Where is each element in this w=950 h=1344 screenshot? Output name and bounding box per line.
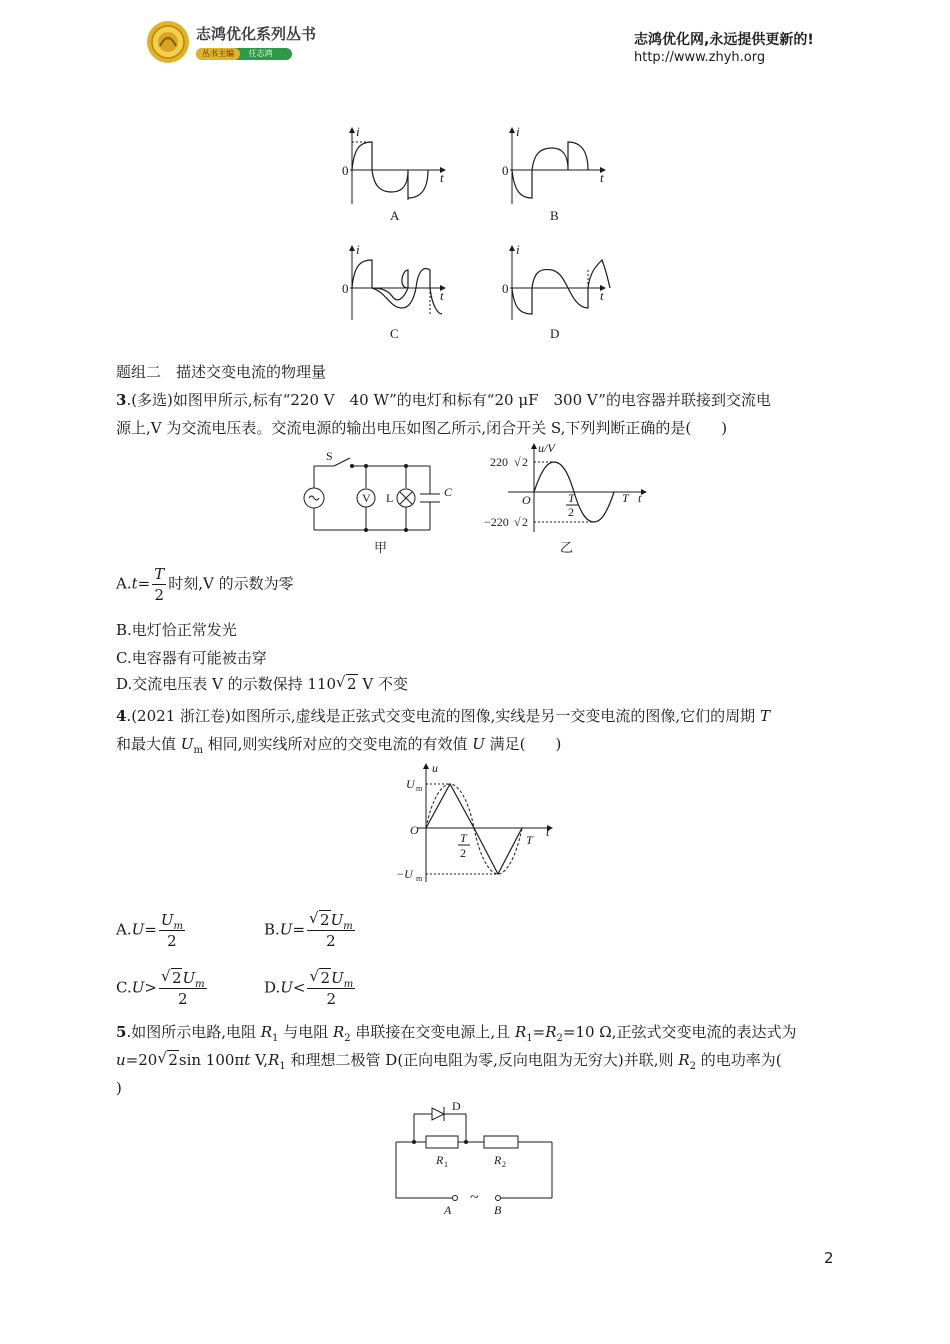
q4-option-d-den: 2 <box>326 990 337 1008</box>
q3-line2: 源上,V 为交流电压表。交流电源的输出电压如图乙所示,闭合开关 S,下列判断正确的是( ) <box>116 419 728 437</box>
q4-option-b-lhs: U= <box>279 920 306 939</box>
q4-line1 <box>116 706 770 726</box>
q5-r2-b-sub: 2 <box>556 1033 563 1044</box>
q3-graph-caption: 乙 <box>560 540 574 555</box>
q5-r1-b: R <box>514 1023 527 1041</box>
q5-text1e: =10 Ω,正弦式交变电流的表达式为 <box>562 1023 797 1041</box>
q4-option-c-sub: m <box>195 979 205 990</box>
q5-ac-source-tilde: ~ <box>470 1189 479 1206</box>
q3-lamp-label: L <box>386 491 394 505</box>
q5-text1a: .如图所示电路,电阻 <box>126 1023 261 1041</box>
q3-graph-ymin: −220 <box>484 515 509 529</box>
graph-d-i-label: i <box>516 242 520 257</box>
q4-option-d-fraction: √ $2U_m$ 2 <box>309 967 354 1008</box>
q3-graph-ymax: 220 <box>490 455 508 469</box>
q5-text1d: = <box>532 1023 546 1041</box>
q3-option-a-eq: = <box>137 574 151 593</box>
q3-graph-origin: O <box>522 493 531 507</box>
series-logo-icon <box>146 20 190 64</box>
editor-badge <box>196 48 292 60</box>
q4-graph-neg-um-sub: m <box>416 874 423 883</box>
q5-circuit-diagram <box>390 1098 560 1218</box>
q3-circuit-caption: 甲 <box>374 540 388 555</box>
graph-c-origin: 0 <box>342 281 349 296</box>
q3-option-a-text: 时刻,V 的示数为零 <box>168 574 294 593</box>
q4-waveform-graph <box>392 758 562 888</box>
q3-capacitor-label: C <box>444 485 453 499</box>
q5-text2c: V, <box>250 1051 269 1069</box>
q4-option-b-fraction: √ $2U_m$ 2 <box>309 909 353 950</box>
graph-d-t-label: t <box>600 288 604 303</box>
graph-a-caption: A <box>390 208 400 223</box>
q5-r2-c: R <box>678 1051 690 1069</box>
q4-option-a-fraction <box>159 910 185 951</box>
q3-option-a-var: t <box>131 574 138 593</box>
q4-option-c-num: U <box>182 969 196 987</box>
q3-graph-ylabel: u/V <box>538 441 555 455</box>
q4-graph-half-T: T <box>460 831 467 845</box>
q4-option-c-den: 2 <box>178 990 188 1008</box>
q4-graph-t: t <box>546 825 550 839</box>
q5-text2d: 和理想二极管 D(正向电阻为零,反向电阻为无穷大)并联,则 <box>285 1051 679 1069</box>
graph-d-origin: 0 <box>502 281 509 296</box>
q5-r1-b-sub: 1 <box>526 1033 533 1044</box>
q3-graph-T: T <box>622 491 629 505</box>
q3-option-d-sqrt: √ 2 <box>336 673 357 693</box>
q3-tag: .(多选) <box>126 391 173 409</box>
q3-switch-label: S <box>326 449 333 463</box>
q4-option-a-den: 2 <box>167 932 177 950</box>
q4-var-U-sub: m <box>193 745 203 756</box>
current-graphs-figure <box>330 120 620 345</box>
q5-r1-a: R <box>260 1023 273 1041</box>
q3-graph-ymin-2: 2 <box>522 515 528 529</box>
q5-r2-a-sub: 2 <box>344 1033 351 1044</box>
header-slogan: 志鸿优化网,永远提供更新的! <box>634 32 814 48</box>
header-url[interactable]: http://www.zhyh.org <box>634 50 766 65</box>
q4-option-c-label: C. <box>116 978 132 997</box>
q4-option-a-num: U <box>160 911 174 929</box>
q3-option-d[interactable] <box>116 674 408 694</box>
q4-option-b-num: U <box>330 911 344 929</box>
q5-r2-label-sub: 2 <box>502 1160 506 1169</box>
q3-graph-half-2: 2 <box>568 505 574 519</box>
q4-line2 <box>116 734 561 754</box>
q4-text2a: 和最大值 <box>116 735 181 753</box>
q4-option-d-label: D. <box>264 978 281 997</box>
q4-option-b[interactable] <box>264 910 357 951</box>
q4-source: .(2021 浙江卷) <box>126 707 231 725</box>
graph-b-origin: 0 <box>502 163 509 178</box>
q4-graph-T: T <box>526 833 533 847</box>
group2-title: 题组二 描述交变电流的物理量 <box>116 363 327 381</box>
q4-option-c[interactable] <box>116 968 209 1009</box>
q4-option-b-label: B. <box>264 920 280 939</box>
q3-graph-half-T: T <box>568 491 575 505</box>
q5-line2 <box>116 1050 782 1070</box>
q5-diode-label: D <box>452 1099 461 1113</box>
q4-option-d-radicand: 2 <box>320 969 331 987</box>
q5-text2b: sin 100π <box>178 1051 245 1069</box>
q5-r1-c: R <box>268 1051 280 1069</box>
q4-option-a[interactable] <box>116 910 187 951</box>
q4-graph-half-2: 2 <box>460 846 466 860</box>
header <box>0 0 950 80</box>
q5-line3: ) <box>116 1079 122 1097</box>
q5-line1 <box>116 1022 797 1042</box>
q4-option-a-label: A. <box>116 920 132 939</box>
q4-option-c-fraction: √ $2U_m$ 2 <box>160 967 205 1008</box>
graph-d-caption: D <box>550 326 560 341</box>
q4-option-a-lhs: U= <box>131 920 157 939</box>
q4-option-c-radicand: 2 <box>171 969 182 987</box>
q3-option-a-fraction <box>152 564 166 605</box>
graph-a-origin: 0 <box>342 163 349 178</box>
q4-graph-um: U <box>406 777 415 791</box>
page-number: 2 <box>824 1249 834 1267</box>
q5-r2-a: R <box>332 1023 345 1041</box>
q3-option-d-text: D.交流电压表 V 的示数保持 110 <box>116 675 337 693</box>
graph-b-caption: B <box>550 208 559 223</box>
q3-graph-t: t <box>638 491 642 505</box>
graph-c-caption: C <box>390 326 399 341</box>
q5-r1-label-sub: 1 <box>444 1160 448 1169</box>
q3-voltmeter-label: V <box>362 491 371 505</box>
q4-text2c: 满足( ) <box>484 735 562 753</box>
graph-b-i-label: i <box>516 124 520 139</box>
q5-text1b: 与电阻 <box>278 1023 333 1041</box>
q3-option-a-den: 2 <box>154 586 164 604</box>
q4-var-U2: U <box>472 735 485 753</box>
q3-graph-ymin-sqrt: √ <box>514 515 521 529</box>
q3-circuit-diagram <box>300 448 465 558</box>
editor-badge-name: 任志鸿 <box>248 49 273 58</box>
q5-r2-c-sub: 2 <box>689 1061 696 1072</box>
q4-graph-origin: O <box>410 823 419 837</box>
q4-var-U: U <box>180 735 194 753</box>
q4-graph-neg-um: −U <box>396 867 413 881</box>
q3-text1: 如图甲所示,标有“220 V 40 W”的电灯和标有“20 μF 300 V”的电容器并联接到交流电 <box>172 391 771 409</box>
q5-terminal-a: A <box>444 1203 452 1217</box>
q5-text2a: =20 <box>125 1051 158 1069</box>
q4-option-b-sub: m <box>343 921 353 932</box>
q3-number: 3 <box>116 391 127 409</box>
q3-option-d-post: V 不变 <box>357 675 408 693</box>
q4-option-d-num: U <box>331 969 344 987</box>
q3-option-b[interactable]: B.电灯恰正常发光 <box>116 621 237 639</box>
graph-b-t-label: t <box>600 170 604 185</box>
q3-option-a-num: T <box>154 565 165 583</box>
q5-r1-c-sub: 1 <box>279 1061 286 1072</box>
q4-option-b-radicand: 2 <box>320 911 330 929</box>
q5-r2-label: R <box>494 1153 502 1167</box>
q3-option-a-label: A. <box>116 574 132 593</box>
q4-option-c-lhs: U> <box>131 978 157 997</box>
q4-graph-u-label: u <box>432 761 438 775</box>
q5-r1-a-sub: 1 <box>272 1033 279 1044</box>
q5-sqrt: √ 2 <box>157 1049 178 1069</box>
q4-option-d-lhs: U< <box>280 978 306 997</box>
q5-number: 5 <box>116 1023 127 1041</box>
q4-option-a-sub: m <box>173 921 183 932</box>
q4-var-T: T <box>759 707 770 725</box>
q4-option-b-den: 2 <box>326 932 336 950</box>
q3-graph-ymax-2: 2 <box>522 455 528 469</box>
q3-voltage-graph <box>478 438 658 558</box>
q5-r2-b: R <box>545 1023 557 1041</box>
q4-text1: 如图所示,虚线是正弦式交变电流的图像,实线是另一交变电流的图像,它们的周期 <box>230 707 760 725</box>
q4-text2b: 相同,则实线所对应的交变电流的有效值 <box>202 735 473 753</box>
q4-option-d[interactable] <box>264 968 357 1009</box>
graph-c-t-label: t <box>440 288 444 303</box>
q5-text1c: 串联接在交变电源上,且 <box>350 1023 515 1041</box>
q5-var-t: t <box>244 1051 251 1069</box>
q5-text2e: 的电功率为( <box>696 1051 782 1069</box>
q5-radicand: 2 <box>168 1051 178 1069</box>
q4-number: 4 <box>116 707 127 725</box>
q3-line1 <box>116 390 771 410</box>
q3-option-d-radicand: 2 <box>347 675 357 693</box>
series-title: 志鸿优化系列丛书 <box>196 25 317 43</box>
editor-badge-label: 丛书主编 <box>196 48 240 60</box>
q5-var-u: u <box>116 1051 126 1069</box>
q3-option-a[interactable] <box>116 564 294 605</box>
graph-a-i-label: i <box>356 124 360 139</box>
q3-option-c[interactable]: C.电容器有可能被击穿 <box>116 649 267 667</box>
q4-option-d-sub: m <box>343 979 354 990</box>
q5-r1-label: R <box>436 1153 444 1167</box>
graph-c-i-label: i <box>356 242 360 257</box>
graph-a-t-label: t <box>440 170 444 185</box>
q4-graph-um-sub: m <box>416 784 423 793</box>
q5-terminal-b: B <box>494 1203 502 1217</box>
q3-graph-ymax-sqrt: √ <box>514 455 521 469</box>
